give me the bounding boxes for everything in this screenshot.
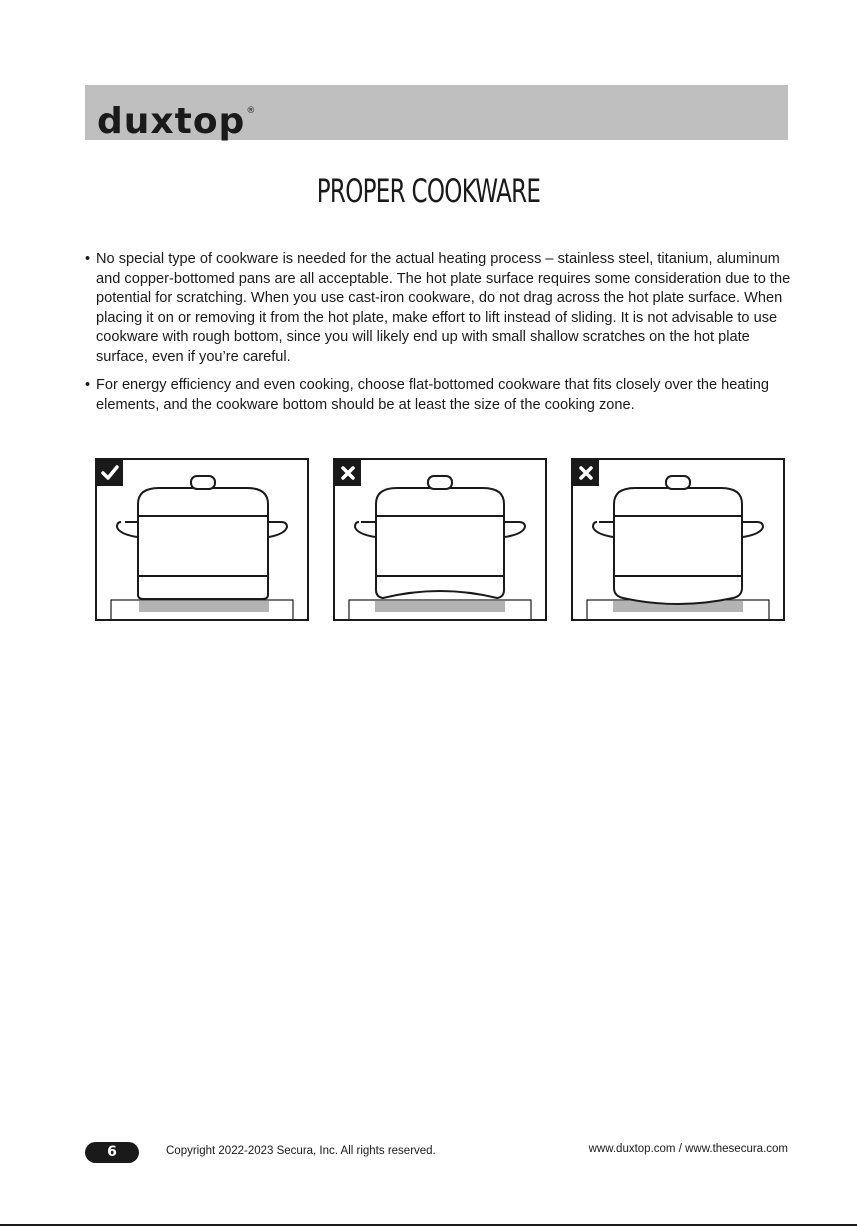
page-title: PROPER COOKWARE <box>316 172 541 210</box>
bullet-item-energy-efficiency <box>85 376 805 415</box>
page-number-badge: 6 <box>85 1142 139 1163</box>
illustration-concave-bottom-incorrect <box>333 458 547 621</box>
cross-icon <box>573 460 599 486</box>
duxtop-logo <box>97 87 257 142</box>
pot-concave-bottom-drawing <box>335 460 545 619</box>
illustration-convex-bottom-incorrect <box>571 458 785 621</box>
header-band <box>85 85 788 140</box>
checkmark-icon <box>97 460 123 486</box>
pot-flat-bottom-drawing <box>97 460 307 619</box>
pot-convex-bottom-drawing <box>573 460 783 619</box>
illustration-flat-bottom-correct <box>95 458 309 621</box>
website-links: www.duxtop.com / www.thesecura.com <box>588 1143 788 1155</box>
bullet-dot: • <box>85 251 91 267</box>
bullet-list <box>85 250 805 424</box>
bullet-item-cookware-types <box>85 250 805 367</box>
logo-text: duxtop <box>97 101 246 142</box>
copyright-text: Copyright 2022-2023 Secura, Inc. All rights reserved. <box>166 1145 436 1157</box>
cross-icon <box>335 460 361 486</box>
bullet-dot: • <box>85 377 91 393</box>
bullet-text: No special type of cookware is needed for the actual heating process – stainless steel, titanium, aluminum and copper-bottomed pans are all acceptable. The hot plate surface requires some consideration due to the potential for scratching. When you use cast-iron cookware, do not drag across the hot plate surface. When placing it on or removing it from the hot plate, make effort to lift instead of sliding. It is not advisable to use cookware with rough bottom, since you will likely end up with small shallow scratches on the hot plate surface, even if you’re careful. <box>96 251 791 365</box>
bullet-text: For energy efficiency and even cooking, choose flat-bottomed cookware that fits closely over the heating elements, and the cookware bottom should be at least the size of the cooking zone. <box>96 377 770 413</box>
registered-mark: ® <box>246 106 257 116</box>
